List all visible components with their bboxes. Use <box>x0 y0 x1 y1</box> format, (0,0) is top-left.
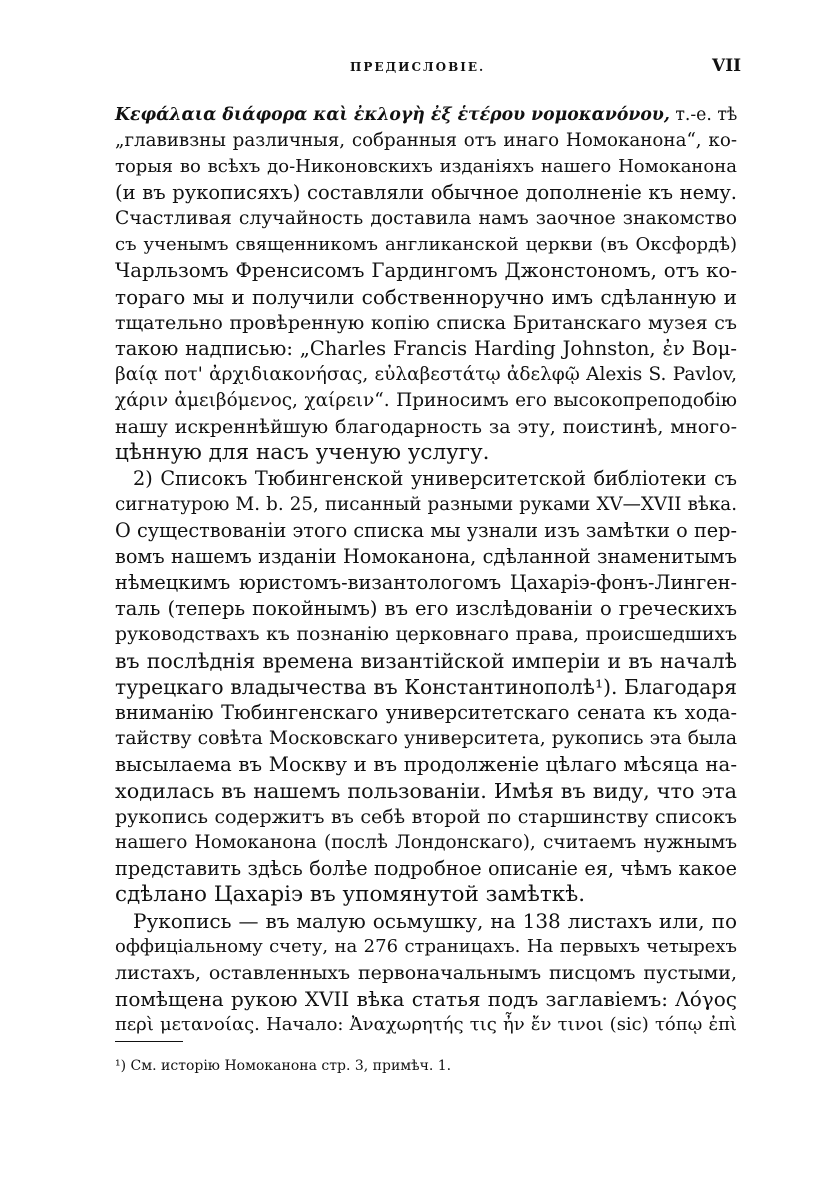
text-line-content: оффиціальному счету, на 276 страницахъ. На первыхъ четырехъ <box>115 936 737 957</box>
text-line-content: „главивзны различныя, собранныя отъ инаго Номоканона“, ко- <box>115 130 737 151</box>
text-line <box>115 648 737 674</box>
running-head: ПРЕДИСЛОВІЕ. <box>350 60 486 74</box>
text-line-content: такою надписью: „Charles Francis Harding Johnston, ἐν Βομ- <box>115 337 737 360</box>
text-line <box>115 128 737 154</box>
text-line-content: сигнатурою M. b. 25, писанный разными руками XV—XVII вѣка. <box>115 494 737 515</box>
text-line <box>115 258 737 284</box>
text-line-content: т.-е. тѣ <box>669 105 738 125</box>
text-line <box>115 206 737 232</box>
text-line-content: тайству совѣта Московскаго университета, рукопись эта была <box>115 728 737 749</box>
text-line-content: (и въ рукописяхъ) составляли обычное дополненіе къ нему. <box>115 181 737 204</box>
text-line-content: съ ученымъ священникомъ англиканской церкви (въ Оксфордѣ) <box>115 234 737 255</box>
text-line <box>115 778 737 804</box>
footnote: ¹) См. исторію Номоканона стр. 3, примѣч. 1. <box>115 1058 452 1074</box>
text-line <box>115 700 737 726</box>
text-line <box>115 622 737 648</box>
text-line-content: 2) Списокъ Тюбингенской университетской библіотеки съ <box>133 467 737 490</box>
text-line-content: нашего Номоканона (послѣ Лондонскаго), считаемъ нужнымъ <box>115 832 737 853</box>
body-text <box>115 102 737 1038</box>
text-line <box>115 102 737 128</box>
text-line <box>115 804 737 830</box>
text-line-content: помѣщена рукою XVII вѣка статья подъ заглавіемъ: Λόγος <box>115 987 737 1011</box>
text-line-content: Рукопись — въ малую осьмушку, на 138 листахъ или, по <box>133 909 737 933</box>
text-line-content: тораго мы и получили собственноручно имъ сдѣланную и <box>115 285 737 309</box>
text-line <box>115 518 737 544</box>
text-line <box>115 596 737 622</box>
text-line-content: Счастливая случайность доставила намъ заочное знакомство <box>115 208 737 229</box>
text-line <box>115 830 737 856</box>
text-line <box>115 856 737 882</box>
text-line-content: торыя во всѣхъ до-Никоновскихъ изданіяхъ нашего Номоканона <box>115 156 737 177</box>
text-line-content: листахъ, оставленныхъ первоначальнымъ писцомъ пустыми, <box>115 962 737 984</box>
text-line-content: рукопись содержитъ въ себѣ второй по старшинству списокъ <box>115 806 737 828</box>
greek-title: Κεφάλαια διάφορα καὶ ἐκλογὴ ἐξ ἑτέρου νομοκανόνου, <box>115 105 670 125</box>
text-line <box>115 726 737 752</box>
text-line-content: въ послѣднія времена византійской имперіи и въ началѣ <box>115 649 737 673</box>
text-line-content: βαίᾳ ποτ' ἀρχιδιακονήσας, εὐλαβεστάτῳ ἀδελφῷ Alexis S. Pavlov, <box>115 364 737 385</box>
text-line <box>115 414 737 440</box>
text-line-content: нѣмецкимъ юристомъ-византологомъ Цахаріэ-фонъ-Линген- <box>115 571 737 594</box>
text-line-content: нашу искреннѣйшую благодарность за эту, поистинѣ, много- <box>115 416 737 438</box>
text-line <box>115 544 737 570</box>
text-line <box>115 752 737 778</box>
text-line <box>115 570 737 596</box>
text-line <box>115 1012 737 1038</box>
text-line-content: ходилась въ нашемъ пользованіи. Имѣя въ виду, что эта <box>115 779 737 803</box>
text-line <box>115 388 737 414</box>
page-number: VII <box>712 56 742 76</box>
text-line-content: Чарльзомъ Френсисомъ Гардингомъ Джонстономъ, отъ ко- <box>115 259 737 282</box>
text-line-content: сдѣлано Цахаріэ въ упомянутой замѣткѣ. <box>115 882 586 907</box>
text-line-content: турецкаго владычества въ Константинополѣ¹). Благодаря <box>115 675 737 699</box>
text-line <box>115 986 737 1012</box>
text-line-content: руководствахъ къ познанію церковнаго права, происшедшихъ <box>115 624 737 645</box>
text-line <box>115 310 737 336</box>
text-line-content: высылаема въ Москву и въ продолженіе цѣлаго мѣсяца на- <box>115 753 737 776</box>
text-line <box>115 336 737 362</box>
text-line-content: таль (теперь покойнымъ) въ его изслѣдованіи о греческихъ <box>115 597 737 620</box>
text-line-content: вомъ нашемъ изданіи Номоканона, сдѣланной знаменитымъ <box>115 545 737 568</box>
text-line <box>115 674 737 700</box>
text-line <box>115 232 737 258</box>
text-line-content: О существованіи этого списка мы узнали изъ замѣтки о пер- <box>115 519 737 542</box>
text-line <box>115 908 737 934</box>
text-line <box>115 934 737 960</box>
text-line-content: χάριν ἀμειβόμενος, χαίρειν“. Приносимъ его высокопреподобію <box>115 390 737 411</box>
text-line-content: вниманію Тюбингенскаго университетскаго сената къ хода- <box>115 701 737 724</box>
text-line <box>115 284 737 310</box>
text-line-content: тщательно провѣренную копію списка Британскаго музея съ <box>115 312 737 334</box>
text-line <box>115 440 737 466</box>
text-line-content: представить здѣсь болѣе подробное описаніе ея, чѣмъ какое <box>115 857 737 880</box>
footnote-divider <box>115 1041 183 1042</box>
text-line <box>115 154 737 180</box>
text-line <box>115 466 737 492</box>
text-line <box>115 882 737 908</box>
text-line <box>115 492 737 518</box>
text-line <box>115 960 737 986</box>
text-line-content: περὶ μετανοίας. Начало: Ἀναχωρητής τις ἦν ἔν τινοι (sic) τόπῳ ἐπὶ <box>115 1014 737 1035</box>
text-line-content: цѣнную для насъ ученую услугу. <box>115 440 490 465</box>
text-line <box>115 180 737 206</box>
text-line <box>115 362 737 388</box>
